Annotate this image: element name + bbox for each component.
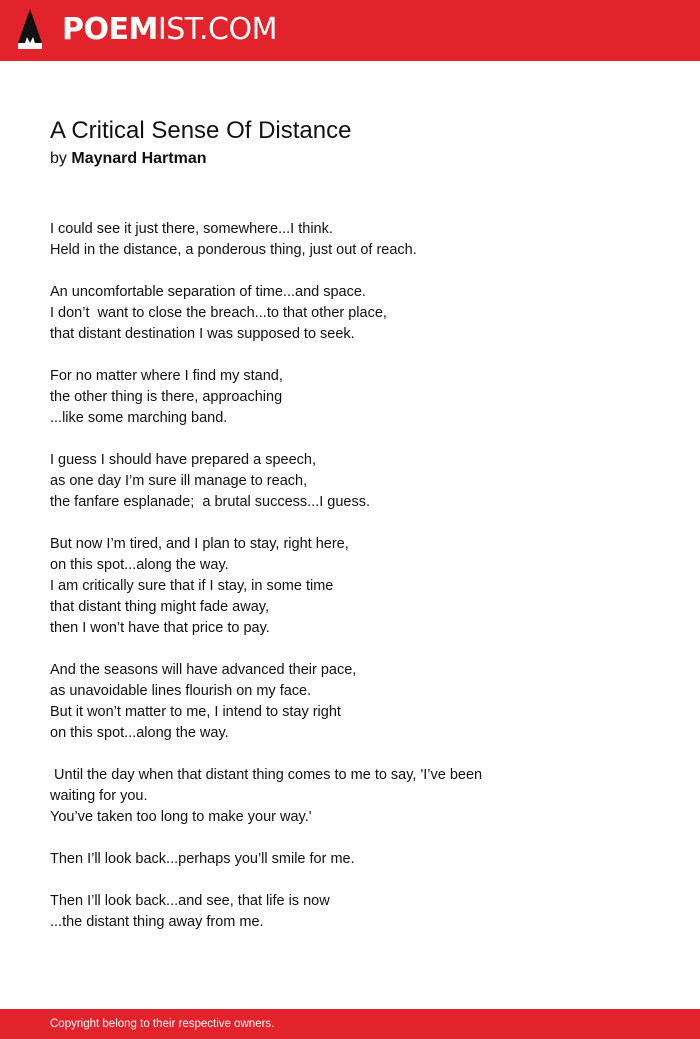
poem-stanza	[50, 366, 650, 429]
poem-line: An uncomfortable separation of time...and space.	[50, 284, 366, 300]
poem-line: I could see it just there, somewhere...I think.	[50, 221, 333, 237]
poem-line: I don’t want to close the breach...to that other place,	[50, 305, 387, 321]
poem-line: ...like some marching band.	[50, 410, 228, 426]
poem-line: But it won’t matter to me, I intend to stay right	[50, 704, 341, 720]
poem-stanza	[50, 849, 650, 870]
poem-line: on this spot...along the way.	[50, 725, 229, 741]
pencil-tip-icon[interactable]	[17, 9, 43, 51]
poem-line: For no matter where I find my stand,	[50, 368, 283, 384]
poem-line: You’ve taken too long to make your way.'	[50, 809, 312, 825]
site-footer	[0, 1009, 700, 1039]
poem-stanza	[50, 765, 650, 828]
byline	[50, 148, 207, 170]
poem-line: the fanfare esplanade; a brutal success...I guess.	[50, 494, 370, 510]
poem-line: on this spot...along the way.	[50, 557, 229, 573]
poem-line: I guess I should have prepared a speech,	[50, 452, 317, 468]
poem-line: Then I’ll look back...perhaps you’ll smile for me.	[50, 851, 355, 867]
poem-stanza	[50, 282, 650, 345]
poem-stanza	[50, 891, 650, 933]
poem-stanza	[50, 219, 650, 261]
poem-line: But now I’m tired, and I plan to stay, right here,	[50, 536, 349, 552]
poem-line: that distant thing might fade away,	[50, 599, 269, 615]
poem-line: And the seasons will have advanced their pace,	[50, 662, 357, 678]
poem-line: that distant destination I was supposed to seek.	[50, 326, 355, 342]
site-header	[0, 0, 700, 61]
logo-text-light: IST.COM	[157, 12, 277, 47]
poem-line: Then I’ll look back...and see, that life is now	[50, 893, 330, 909]
poem-line: I am critically sure that if I stay, in some time	[50, 578, 334, 594]
poem-title: A Critical Sense Of Distance	[50, 117, 352, 144]
poem-line: then I won’t have that price to pay.	[50, 620, 270, 636]
copyright-text: Copyright belong to their respective owners.	[50, 1018, 275, 1030]
author-name: Maynard Hartman	[71, 150, 207, 167]
poem-line: the other thing is there, approaching	[50, 389, 283, 405]
poem-body	[50, 219, 650, 954]
logo-text-bold: POEM	[62, 12, 158, 47]
poem-line: Held in the distance, a ponderous thing, just out of reach.	[50, 242, 417, 258]
poem-line: waiting for you.	[50, 788, 148, 804]
poem-stanza	[50, 534, 650, 639]
site-logo[interactable]	[62, 11, 277, 49]
poem-line: Until the day when that distant thing comes to me to say, 'I’ve been	[50, 767, 483, 783]
poem-line: ...the distant thing away from me.	[50, 914, 264, 930]
poem-stanza	[50, 450, 650, 513]
poem-line: as unavoidable lines flourish on my face.	[50, 683, 312, 699]
poem-stanza	[50, 660, 650, 744]
by-label: by	[50, 150, 67, 167]
poem-line: as one day I’m sure ill manage to reach,	[50, 473, 308, 489]
